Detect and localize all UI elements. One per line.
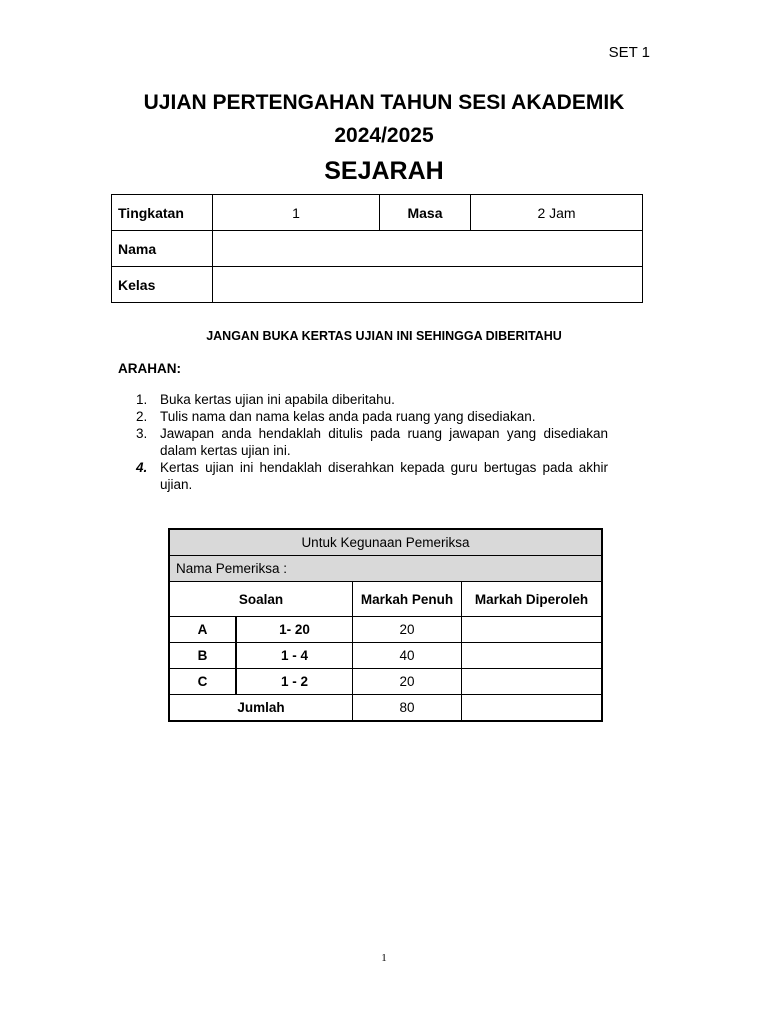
examiner-table-title: Untuk Kegunaan Pemeriksa [169,529,602,556]
set-label: SET 1 [608,44,650,61]
masa-value: 2 Jam [471,195,643,231]
instruction-text: Jawapan anda hendaklah ditulis pada ruang jawapan yang disediakan dalam kertas ujian ini. [160,426,608,458]
obtained-mark-cell[interactable] [462,617,603,643]
kelas-label: Kelas [112,267,213,303]
list-item [118,391,608,408]
section-cell: C [169,669,236,695]
range-cell: 1 - 4 [236,643,353,669]
kelas-field[interactable] [213,267,643,303]
arahan-heading: ARAHAN: [118,361,181,376]
exam-year: 2024/2025 [334,124,434,147]
list-item [118,408,608,425]
instruction-number: 1. [136,392,148,407]
examiner-table [168,528,603,722]
subject-title: SEJARAH [324,157,444,185]
col-markah-diperoleh: Markah Diperoleh [462,582,603,617]
col-markah-penuh: Markah Penuh [353,582,462,617]
table-row [169,582,602,617]
exam-title: UJIAN PERTENGAHAN TAHUN SESI AKADEMIK [143,91,625,114]
instruction-number: 2. [136,409,148,424]
table-row [169,695,602,722]
instruction-number: 4. [136,460,148,475]
range-cell: 1- 20 [236,617,353,643]
section-cell: B [169,643,236,669]
instruction-number: 3. [136,426,148,441]
table-row [112,195,643,231]
section-cell: A [169,617,236,643]
table-row [169,643,602,669]
total-label: Jumlah [169,695,353,722]
table-row [169,529,602,556]
full-mark-cell: 20 [353,669,462,695]
nama-label: Nama [112,231,213,267]
instruction-text: Buka kertas ujian ini apabila diberitahu. [160,392,395,407]
student-info-table [111,194,643,303]
examiner-name-field[interactable]: Nama Pemeriksa : [169,556,602,582]
instruction-list [118,391,608,493]
table-row [169,556,602,582]
table-row [112,231,643,267]
instruction-text: Kertas ujian ini hendaklah diserahkan kepada guru bertugas pada akhir ujian. [160,460,608,492]
warning-text: JANGAN BUKA KERTAS UJIAN INI SEHINGGA DIBERITAHU [206,329,562,343]
total-obtained-mark[interactable] [462,695,603,722]
total-full-mark: 80 [353,695,462,722]
list-item [118,425,608,459]
full-mark-cell: 40 [353,643,462,669]
masa-label: Masa [380,195,471,231]
tingkatan-value: 1 [213,195,380,231]
obtained-mark-cell[interactable] [462,643,603,669]
tingkatan-label: Tingkatan [112,195,213,231]
col-soalan: Soalan [169,582,353,617]
table-row [112,267,643,303]
nama-field[interactable] [213,231,643,267]
page-number: 1 [381,952,387,964]
full-mark-cell: 20 [353,617,462,643]
range-cell: 1 - 2 [236,669,353,695]
obtained-mark-cell[interactable] [462,669,603,695]
instruction-text: Tulis nama dan nama kelas anda pada ruang yang disediakan. [160,409,536,424]
list-item [118,459,608,493]
table-row [169,617,602,643]
table-row [169,669,602,695]
